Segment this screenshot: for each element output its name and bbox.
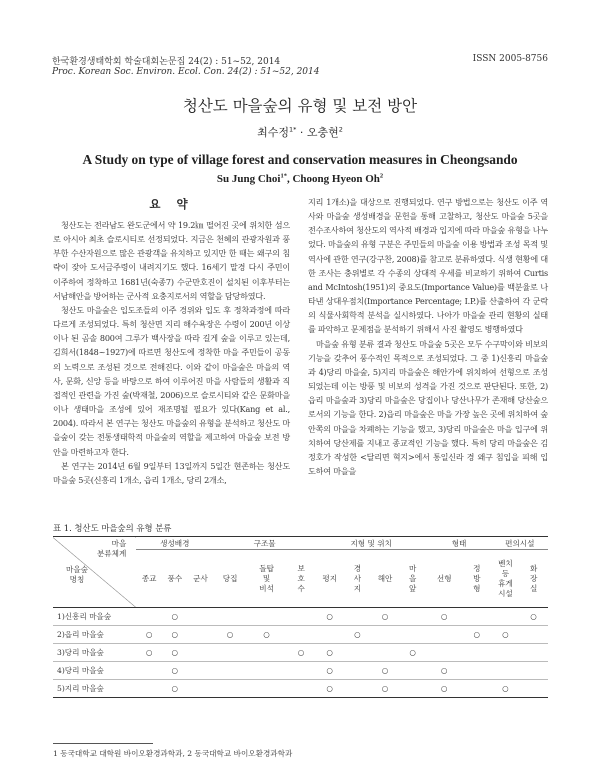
column-header <box>519 550 548 608</box>
table-cell: ○ <box>371 608 399 626</box>
column-header <box>344 550 372 608</box>
table-row <box>53 608 548 626</box>
column-header-label: 보 호 수 <box>297 563 305 593</box>
column-header-label: 정 방 형 <box>473 563 481 593</box>
table-cell <box>344 662 372 680</box>
table-cell: ○ <box>316 680 344 698</box>
group-header: 생성배경 <box>136 537 213 550</box>
column-header-label: 돌탑 및 비석 <box>259 563 274 593</box>
table-cell: ○ <box>426 662 462 680</box>
table-cell <box>188 662 214 680</box>
table-cell <box>462 662 492 680</box>
title-korean: 청산도 마을숲의 유형 및 보전 방안 <box>182 97 418 115</box>
author-separator: · <box>296 126 307 139</box>
table-cell: ○ <box>162 662 188 680</box>
table-cell: ○ <box>162 680 188 698</box>
table-cell <box>286 680 316 698</box>
table-cell <box>426 644 462 662</box>
column-header <box>136 550 162 608</box>
column-header-label: 평지 <box>322 573 338 583</box>
table-cell: ○ <box>136 626 162 644</box>
table-cell <box>399 608 427 626</box>
column-header <box>492 550 520 608</box>
column-header <box>213 550 247 608</box>
column-header-label: 당집 <box>222 573 238 583</box>
table-cell: ○ <box>399 644 427 662</box>
issn: ISSN 2005-8756 <box>472 54 548 64</box>
row-label: 4)당리 마을숲 <box>53 662 136 680</box>
column-header-label: 마 을 앞 <box>408 563 417 593</box>
column-header-label: 선형 <box>436 573 452 583</box>
table-cell <box>462 608 492 626</box>
table-cell <box>462 680 492 698</box>
table-cell <box>492 662 520 680</box>
table-cell: ○ <box>316 608 344 626</box>
author-separator-en: , <box>286 173 293 185</box>
author-1: 최수정 <box>257 126 289 139</box>
paragraph: 마을숲 유형 분류 결과 청산도 마을숲 5곳은 모두 수구막이와 비보의 기능을 갖추어 풍수적인 목적으로 조성되었다. 그 중 1)신흥리 마을숲과 4)당리 마을숲, 5)지리 마을숲은 해안가에 위치하여 선형으로 조성되었는데 이는 방풍 및 비보의 성격을 가진 것으로 판단된다. 또한, 2)읍리 마을숲과 3)당리 마을숲은 당집이나 당산나무가 존재해 당산숲으로서의 기능을 한다. 2)읍리 마을숲은 마을 가장 높은 곳에 위치하여 숲 안쪽의 마을을 차폐하는 기능을 했고, 3)당리 마을숲은 마을 입구에 위치하여 당산제를 지내고 종교적인 기능을 했다. 특히 당리 마을숲은 김정호가 작성한 <달리면 혁지>에서 통일신라 경 왜구 침입을 피해 입도하여 마을을 <box>308 338 549 476</box>
group-header: 지형 및 위치 <box>316 537 427 550</box>
column-header <box>286 550 316 608</box>
table-cell <box>492 644 520 662</box>
table-cell: ○ <box>519 608 548 626</box>
group-header: 편의시설 <box>492 537 548 550</box>
table-cell: ○ <box>426 608 462 626</box>
row-label: 3)당리 마을숲 <box>53 644 136 662</box>
footnote-divider <box>53 743 153 744</box>
column-header <box>316 550 344 608</box>
paragraph: 지리 1개소)을 대상으로 진행되었다. 연구 방법으로는 청산도 이주 역사와 마을숲 생성배경을 문헌을 통해 고찰하고, 청산도 마을숲 5곳을 전수조사하여 청산도의 역사적 배경과 입지에 따라 마을숲 유형을 나누었다. 마을숲의 유형 구분은 주민들의 마을숲 이용 방법과 조성 목적 및 역사에 관한 연구(강구찬, 2008)를 참고로 분류하였다. 식생 현황에 대한 조사는 충위별로 각 수종의 상대적 우세를 비교하기 위하여 Curtis and McIntosh(1951)의 중요도(Importance Value)를 백분율로 나타낸 상대우점치(Importance Percentage; I.P.)를 산출하여 각 군락의 식물사회학적 분석을 실시하였다. 나아가 마을숲 관리 현황의 실태를 파악하고 문제점을 분석하기 위해서 사진 촬영도 병행하였다 <box>308 197 548 335</box>
table-row <box>53 644 548 662</box>
table-cell: ○ <box>371 662 399 680</box>
column-header <box>371 550 399 608</box>
table-cell <box>286 608 316 626</box>
corner-top-2: 분류체계 <box>96 549 127 558</box>
column-header-label: 종교 <box>141 573 157 583</box>
row-label: 5)지리 마을숲 <box>53 680 136 698</box>
table-cell <box>213 662 247 680</box>
table-cell: ○ <box>344 626 372 644</box>
table-row <box>53 662 548 680</box>
table-cell: ○ <box>316 662 344 680</box>
abstract-column-left <box>53 218 290 487</box>
abstract-heading: 요 약 <box>149 197 194 211</box>
journal-header-en: Proc. Korean Soc. Environ. Ecol. Con. 24(2) : 51~52, 2014 <box>52 67 320 77</box>
column-header-label: 벤치 등 휴게 시설 <box>498 558 513 598</box>
table-cell: ○ <box>136 644 162 662</box>
table-row <box>53 626 548 644</box>
table-cell <box>519 626 548 644</box>
table-cell: ○ <box>426 680 462 698</box>
table-cell: ○ <box>247 626 286 644</box>
journal-header-ko: 한국환경생태학회 학술대회논문집 24(2) : 51~52, 2014 <box>52 57 281 67</box>
footnote: 1 동국대학교 대학원 바이오환경과학과, 2 동국대학교 바이오환경과학과 <box>53 749 293 758</box>
authors-korean <box>0 124 600 140</box>
corner-bottom-1: 마을숲 <box>65 565 88 574</box>
table-cell: ○ <box>316 644 344 662</box>
table-cell <box>399 662 427 680</box>
corner-top-1: 마을 <box>111 539 127 548</box>
author-1-affil: 1* <box>288 125 297 134</box>
table-cell <box>213 608 247 626</box>
author-2-affil: 2 <box>338 125 343 134</box>
author-2-en-affil: 2 <box>379 172 384 180</box>
table-cell <box>136 662 162 680</box>
authors-english <box>0 173 600 185</box>
column-header <box>162 550 188 608</box>
column-header-label: 경 사 지 <box>353 563 362 593</box>
table-cell <box>316 626 344 644</box>
table-cell <box>136 680 162 698</box>
table-cell <box>247 644 286 662</box>
author-1-en-affil: 1* <box>280 172 287 180</box>
table-cell: ○ <box>462 626 492 644</box>
table-cell <box>213 680 247 698</box>
table-cell <box>519 680 548 698</box>
table-cell <box>344 608 372 626</box>
table-corner-cell <box>53 537 136 608</box>
author-2-en: Choong Hyeon Oh <box>292 173 380 185</box>
table-cell <box>344 644 372 662</box>
table-cell: ○ <box>162 608 188 626</box>
table-cell <box>247 680 286 698</box>
group-header: 구조물 <box>213 537 316 550</box>
group-header: 형태 <box>426 537 491 550</box>
table-cell <box>462 644 492 662</box>
table-cell <box>188 626 214 644</box>
table-cell: ○ <box>162 644 188 662</box>
row-label: 2)읍리 마을숲 <box>53 626 136 644</box>
table-cell <box>247 608 286 626</box>
paragraph: 청산도 마을숲은 입도조들의 이주 경위와 입도 후 정착과정에 따라 다르게 조성되었다. 특히 청산면 지리 해수욕장은 수령이 200년 이상이나 된 곰솔 800여 그루가 백사장을 따라 길게 숲을 이루고 있는데, 김희서(1848~1927)에 따르면 청산도에 정착한 마을 주민들이 공동의 노력으로 조성된 것으로 전해진다. 이와 같이 마을숲은 마을의 역사, 문화, 신앙 등을 바탕으로 하여 이루어진 마을 사람들의 생활과 직접적인 관련을 가진 숲(박재철, 2006)으로 슬로시티와 같은 문화마을이나 생태마을 조성에 있어 재조명될 필요가 있다(Kang et al., 2004). 따라서 본 연구는 청산도 마을숲의 유형을 분석하고 청산도 마을숲이 갖는 전통생태학적 마을숲의 역할을 제고하여 마을숲 보전 방안을 마련하고자 한다. <box>53 304 290 457</box>
author-2: 오충현 <box>306 126 339 139</box>
table-cell <box>519 644 548 662</box>
table-cell <box>188 644 214 662</box>
column-header-label: 풍수 <box>167 573 183 583</box>
author-1-en: Su Jung Choi <box>216 173 281 185</box>
table-cell <box>188 680 214 698</box>
table-cell <box>136 608 162 626</box>
table-cell <box>371 626 399 644</box>
table-cell <box>286 662 316 680</box>
village-forest-type-table <box>53 536 548 698</box>
table-row <box>53 680 548 698</box>
column-header <box>426 550 462 608</box>
column-header-label: 군사 <box>193 573 208 583</box>
table-cell <box>286 626 316 644</box>
table-cell <box>399 626 427 644</box>
paragraph: 청산도는 전라남도 완도군에서 약 19.2㎞ 떨어진 곳에 위치한 섬으로 아시아 최초 슬로시티로 선정되었다. 지금은 천혜의 관광자원과 풍부한 수산자원으로 많은 관광객을 유치하고 있지만 한 때는 왜구의 침략이 잦아 도서금주령이 내려지기도 했다. 16세기 말경 다시 주민이 이주하여 정착하고 1681년(숙종7) 수군만호진이 설치된 이후부터는 서남해안을 방어하는 군사적 요충지로서의 역할을 담당하였다. <box>53 220 290 301</box>
table-caption: 표 1. 청산도 마을숲의 유형 분류 <box>53 523 172 533</box>
table-cell <box>247 662 286 680</box>
table-cell <box>213 644 247 662</box>
table-cell: ○ <box>213 626 247 644</box>
table-cell <box>344 680 372 698</box>
table-cell <box>188 608 214 626</box>
table-cell: ○ <box>286 644 316 662</box>
column-header <box>188 550 214 608</box>
abstract-column-right <box>308 195 548 478</box>
column-header <box>399 550 427 608</box>
column-header <box>247 550 286 608</box>
corner-bottom-2: 명칭 <box>69 575 85 584</box>
table-cell: ○ <box>492 680 520 698</box>
table-cell <box>371 644 399 662</box>
table-cell: ○ <box>371 680 399 698</box>
title-english: A Study on type of village forest and conservation measures in Cheongsando <box>82 152 518 167</box>
table-cell <box>426 626 462 644</box>
column-header-label: 해안 <box>377 573 393 583</box>
table-cell <box>492 608 520 626</box>
column-header-label: 화 장 실 <box>529 563 538 593</box>
table-cell <box>399 680 427 698</box>
table-cell: ○ <box>162 626 188 644</box>
row-label: 1)신흥리 마을숲 <box>53 608 136 626</box>
column-header <box>462 550 492 608</box>
table-cell: ○ <box>492 626 520 644</box>
table-cell <box>519 662 548 680</box>
paragraph: 본 연구는 2014년 6월 9일부터 13일까지 5일간 현존하는 청산도 마을숲 5곳(신흥리 1개소, 읍리 1개소, 당리 2개소, <box>53 460 290 485</box>
